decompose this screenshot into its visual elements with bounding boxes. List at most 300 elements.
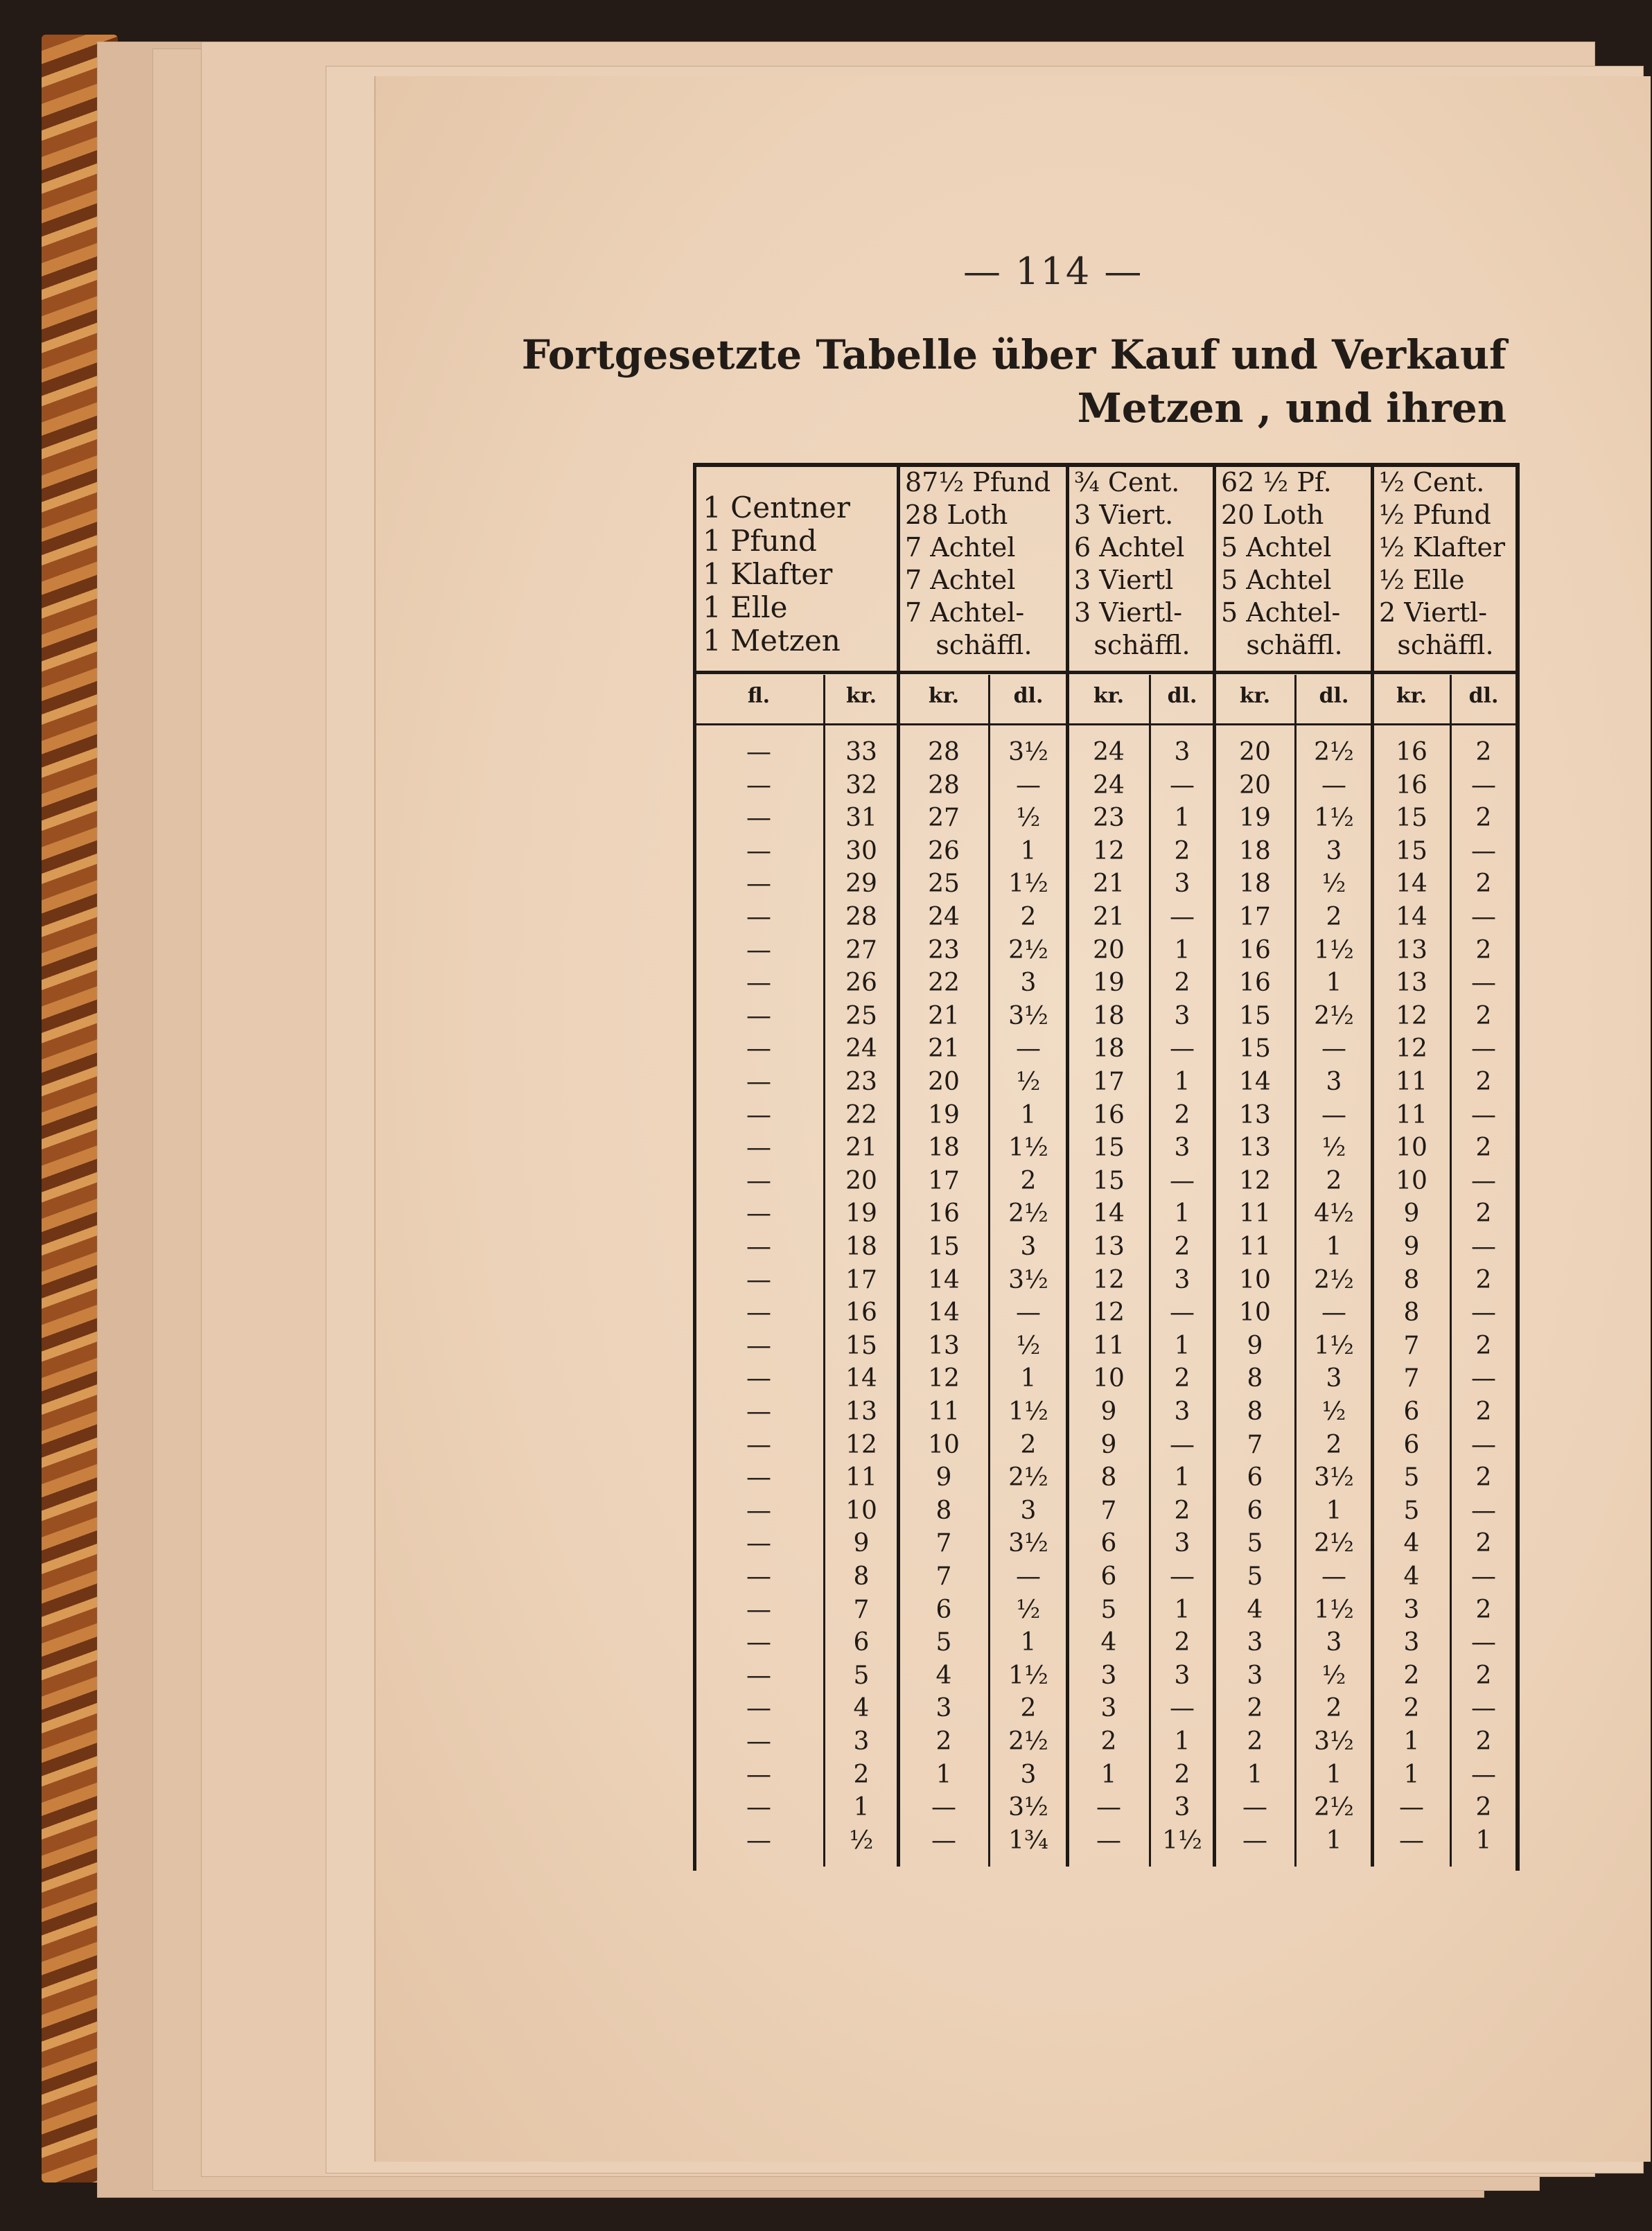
table-cell: 17 [845,1265,877,1294]
table-cell: — [746,1661,771,1690]
table-cell: — [746,804,771,833]
table-cell: — [1170,1694,1195,1723]
table-cell: 15 [1239,1034,1271,1064]
header-group-line: ½ Elle [1379,565,1465,595]
table-cell: 2½ [1314,1793,1354,1822]
table-cell: — [1321,1562,1346,1591]
table-cell: 14 [928,1298,960,1328]
table-cell: 1 [1020,1364,1037,1393]
table-cell: 1½ [1314,1595,1354,1624]
table-cell: 3 [1020,1496,1037,1525]
table-cell: — [746,1826,771,1855]
column-rule [1066,463,1069,1867]
table-cell: 2 [1475,1331,1492,1360]
table-cell: 2½ [1008,1199,1048,1228]
table-cell: 2½ [1008,1727,1048,1756]
table-cell: 9 [1403,1199,1420,1228]
table-cell: 17 [928,1166,960,1195]
table-cell: 23 [1093,804,1125,833]
table-cell: — [746,1134,771,1163]
table-cell: 1½ [1008,1397,1048,1426]
table-cell: 1 [1174,935,1190,964]
table-cell: 19 [928,1100,960,1129]
table-cell: — [931,1793,956,1822]
table-cell: 16 [1239,969,1271,998]
table-cell: 1 [1174,1463,1190,1492]
table-cell: 21 [928,1034,960,1064]
table-cell: 14 [1093,1199,1125,1228]
table-cell: 1 [1403,1760,1420,1789]
table-cell: 3 [1174,1661,1190,1690]
table-cell: 3 [1326,836,1342,865]
table-cell: 19 [1239,804,1271,833]
table-cell: — [746,870,771,899]
header-group-line: 20 Loth [1221,500,1324,530]
table-cell: 2 [1475,1001,1492,1030]
column-subheader: kr. [1093,684,1125,708]
table-cell: 10 [845,1496,877,1525]
table-cell: — [1321,1100,1346,1129]
table-cell: 27 [845,935,877,964]
header-group-line: 7 Achtel [905,565,1016,595]
header-group-line: 5 Achtel [1221,565,1332,595]
table-cell: 26 [928,836,960,865]
table-cell: 2 [1326,1430,1342,1459]
header-group-line: 3 Viertl- [1074,597,1183,628]
table-cell: 6 [1247,1496,1263,1525]
table-cell: 3½ [1008,1793,1048,1822]
table-cell: — [746,903,771,931]
table-cell: — [746,1793,771,1822]
table-cell: — [746,1233,771,1261]
column-subheader: fl. [747,684,771,708]
page-number: — 114 — [963,249,1143,293]
table-cell: 2 [1475,1068,1492,1096]
table-cell: 22 [928,969,960,998]
table-cell: 9 [935,1463,952,1492]
table-cell: — [746,935,771,964]
table-cell: 3 [1174,1793,1190,1822]
table-cell: 3 [1020,1760,1037,1789]
table-cell: — [1096,1826,1121,1855]
table-cell: 2 [1475,1397,1492,1426]
header-group-line: 3 Viertl [1074,565,1174,595]
table-cell: 4 [853,1694,870,1723]
table-cell: 3 [1247,1661,1263,1690]
table-cell: 4 [1403,1562,1420,1591]
header-group-line: 3 Viert. [1074,500,1174,530]
table-cell: 6 [1247,1463,1263,1492]
table-cell: 16 [1239,935,1271,964]
header-group-line: 6 Achtel [1074,532,1185,563]
table-cell: 2 [1475,935,1492,964]
table-cell: 1 [1326,1233,1342,1261]
table-cell: 20 [928,1068,960,1096]
header-group-line: schäffl. [1093,630,1190,660]
table-cell: 2 [1247,1727,1263,1756]
table-cell: 6 [1403,1397,1420,1426]
table-cell: 29 [845,870,877,899]
table-cell: 15 [928,1233,960,1261]
column-subheader: dl. [1167,684,1197,708]
table-cell: — [746,969,771,998]
table-cell: — [1399,1826,1424,1855]
table-cell: 12 [1093,1298,1125,1328]
column-subheader: kr. [928,684,960,708]
table-cell: 2 [1247,1694,1263,1723]
table-cell: 2 [1100,1727,1117,1756]
table-cell: — [1471,836,1496,865]
column-rule [897,463,900,1867]
table-cell: 2 [1326,1166,1342,1195]
price-table [693,463,1516,1869]
table-cell: 1 [1174,804,1190,833]
column-subheader: kr. [845,684,877,708]
table-cell: 6 [1403,1430,1420,1459]
table-cell: 2 [1475,1727,1492,1756]
table-cell: 3 [1020,1233,1037,1261]
table-cell: — [746,738,771,766]
table-cell: — [1471,903,1496,931]
table-cell: 1 [935,1760,952,1789]
table-cell: 2 [1174,1100,1190,1129]
table-cell: 2 [1326,1694,1342,1723]
table-cell: 15 [1396,804,1427,833]
table-cell: 4 [1403,1529,1420,1558]
table-cell: 1 [1174,1199,1190,1228]
table-cell: 11 [1396,1068,1427,1096]
table-cell: — [746,1298,771,1328]
table-cell: 1 [1326,969,1342,998]
table-cell: — [746,1397,771,1426]
table-cell: 14 [1396,903,1427,931]
table-cell: 5 [935,1628,952,1657]
table-cell: 2½ [1008,935,1048,964]
table-cell: — [1170,1166,1195,1195]
table-cell: 4 [935,1661,952,1690]
table-cell: ½ [1321,1397,1346,1426]
table-cell: — [746,1034,771,1064]
table-cell: 25 [845,1001,877,1030]
table-cell: 3½ [1314,1463,1354,1492]
table-cell: 1½ [1008,870,1048,899]
table-cell: ½ [1016,804,1041,833]
table-cell: — [1016,1298,1041,1328]
table-cell: — [1321,1034,1346,1064]
table-cell: 9 [1247,1331,1263,1360]
header-group-line: ¾ Cent. [1074,467,1180,497]
table-cell: 3 [1174,1529,1190,1558]
table-cell: 1½ [1008,1134,1048,1163]
table-cell: — [1471,1100,1496,1129]
table-cell: — [1471,1298,1496,1328]
table-cell: — [1471,1166,1496,1195]
table-cell: — [746,1694,771,1723]
table-cell: 15 [1239,1001,1271,1030]
table-cell: 14 [1396,870,1427,899]
table-cell: 15 [1093,1134,1125,1163]
table-cell: 2 [1475,870,1492,899]
table-cell: 7 [935,1529,952,1558]
table-cell: 10 [1093,1364,1125,1393]
table-cell: 7 [1247,1430,1263,1459]
header-group-line: 2 Viertl- [1379,597,1488,628]
header-group-line: 87½ Pfund [905,467,1051,497]
table-cell: 1 [1174,1727,1190,1756]
table-cell: 20 [1239,770,1271,800]
table-cell: 11 [845,1463,877,1492]
header-group-line: 5 Achtel [1221,532,1332,563]
table-cell: 12 [1239,1166,1271,1195]
table-cell: 1 [1020,1100,1037,1129]
table-cell: 24 [928,903,960,931]
table-cell: — [746,1430,771,1459]
table-cell: 9 [1100,1430,1117,1459]
column-rule [1371,463,1374,1867]
table-cell: — [746,1562,771,1591]
table-cell: 16 [1093,1100,1125,1129]
table-cell: — [1170,1034,1195,1064]
table-cell: 9 [853,1529,870,1558]
table-cell: 1 [1174,1331,1190,1360]
table-cell: 2½ [1314,738,1354,766]
table-cell: 2½ [1314,1001,1354,1030]
table-cell: 4 [1100,1628,1117,1657]
table-cell: 10 [1396,1166,1427,1195]
table-cell: 16 [845,1298,877,1328]
table-cell: 13 [928,1331,960,1360]
table-cell: 7 [1100,1496,1117,1525]
table-cell: 15 [1093,1166,1125,1195]
table-cell: 6 [1100,1529,1117,1558]
table-cell: 26 [845,969,877,998]
table-cell: — [746,1001,771,1030]
table-cell: 1½ [1008,1661,1048,1690]
table-cell: 3 [1174,1265,1190,1294]
table-cell: 1 [1326,1760,1342,1789]
table-cell: 20 [1093,935,1125,964]
table-cell: 3 [1326,1628,1342,1657]
table-cell: 1 [1475,1826,1492,1855]
table-cell: 3 [1174,1134,1190,1163]
table-cell: 8 [1247,1397,1263,1426]
table-cell: 16 [1396,770,1427,800]
table-cell: 2 [1020,1166,1037,1195]
table-cell: 2 [1174,836,1190,865]
table-cell: 3 [1174,870,1190,899]
table-cell: 18 [1093,1034,1125,1064]
table-cell: 2½ [1314,1265,1354,1294]
table-cell: 1¾ [1008,1826,1048,1855]
table-cell: — [746,1166,771,1195]
table-cell: — [1471,969,1496,998]
table-cell: — [1471,1760,1496,1789]
table-cell: 17 [1239,903,1271,931]
table-cell: — [746,1364,771,1393]
table-cell: 2 [1174,1760,1190,1789]
table-cell: — [746,1595,771,1624]
table-cell: 23 [845,1068,877,1096]
table-cell: — [1242,1826,1267,1855]
table-cell: — [1471,1694,1496,1723]
table-cell: 2 [1020,903,1037,931]
table-cell: 12 [1093,836,1125,865]
table-cell: 5 [1403,1463,1420,1492]
table-cell: — [746,1727,771,1756]
table-cell: — [1170,1430,1195,1459]
table-cell: 11 [928,1397,960,1426]
table-cell: 5 [853,1661,870,1690]
table-cell: — [746,1265,771,1294]
table-cell: 17 [1093,1068,1125,1096]
table-cell: 2 [1475,1793,1492,1822]
header-group-line: schäffl. [1397,630,1494,660]
table-cell: 3½ [1008,738,1048,766]
table-cell: 4 [1247,1595,1263,1624]
table-cell: 10 [1239,1298,1271,1328]
table-cell: 2 [1174,969,1190,998]
table-cell: 19 [1093,969,1125,998]
header-group-line: ½ Pfund [1379,500,1491,530]
table-cell: 3 [1020,969,1037,998]
table-cell: 9 [1100,1397,1117,1426]
table-cell: — [746,1496,771,1525]
table-cell: ½ [1321,1134,1346,1163]
table-cell: 1 [1100,1760,1117,1789]
table-cell: — [1170,903,1195,931]
table-cell: 3 [1100,1661,1117,1690]
header-divider [693,671,1516,674]
column-subheader: kr. [1396,684,1427,708]
table-cell: 10 [928,1430,960,1459]
table-cell: 3 [1174,738,1190,766]
table-cell: 8 [1100,1463,1117,1492]
table-cell: 13 [1396,969,1427,998]
table-cell: — [1242,1793,1267,1822]
table-cell: 1½ [1314,935,1354,964]
table-cell: — [1471,1034,1496,1064]
table-cell: — [746,836,771,865]
table-cell: ½ [1321,1661,1346,1690]
table-cell: 8 [1247,1364,1263,1393]
table-cell: — [1471,1628,1496,1657]
table-cell: 28 [928,770,960,800]
table-cell: — [1016,770,1041,800]
table-cell: 2 [1475,738,1492,766]
table-cell: 18 [1093,1001,1125,1030]
column-subheader: kr. [1239,684,1271,708]
table-cell: — [931,1826,956,1855]
table-cell: — [1096,1793,1121,1822]
table-cell: 2 [1403,1694,1420,1723]
table-title: Fortgesetzte Tabelle über Kauf und Verkauf [521,331,1506,378]
table-cell: 12 [845,1430,877,1459]
table-cell: 11 [1396,1100,1427,1129]
table-cell: — [1321,770,1346,800]
table-cell: 1½ [1314,1331,1354,1360]
table-cell: 1 [1020,836,1037,865]
table-cell: — [746,1760,771,1789]
table-cell: 13 [1396,935,1427,964]
table-cell: 23 [928,935,960,964]
table-cell: 5 [1403,1496,1420,1525]
table-cell: 2 [1475,1134,1492,1163]
table-cell: 1 [1326,1826,1342,1855]
table-cell: 21 [1093,903,1125,931]
table-cell: — [1471,1562,1496,1591]
table-cell: — [1471,1496,1496,1525]
header-group-line: 5 Achtel- [1221,597,1341,628]
table-cell: — [1321,1298,1346,1328]
header-group-line: ½ Klafter [1379,532,1506,563]
table-cell: 1 [1326,1496,1342,1525]
table-cell: 1 [1247,1760,1263,1789]
table-cell: 21 [928,1001,960,1030]
table-cell: 5 [1247,1562,1263,1591]
header-unit: 1 Metzen [703,624,841,658]
table-cell: — [1016,1034,1041,1064]
table-cell: 33 [845,738,877,766]
table-cell: 3 [935,1694,952,1723]
table-cell: 2 [1326,903,1342,931]
table-cell: — [1016,1562,1041,1591]
table-cell: 11 [1093,1331,1125,1360]
table-cell: 3 [1174,1397,1190,1426]
table-cell: 12 [1396,1034,1427,1064]
table-cell: — [1170,770,1195,800]
table-cell: 2 [1475,1529,1492,1558]
table-cell: 1 [1403,1727,1420,1756]
table-title-continued: Metzen , und ihren [1077,385,1506,432]
table-cell: 24 [1093,770,1125,800]
table-cell: 19 [845,1199,877,1228]
table-cell: 6 [1100,1562,1117,1591]
header-group-line: schäffl. [1246,630,1343,660]
table-cell: 6 [853,1628,870,1657]
table-cell: 13 [1239,1100,1271,1129]
table-cell: — [746,1331,771,1360]
table-cell: 2 [1475,1661,1492,1690]
table-cell: 2 [1475,804,1492,833]
table-cell: 1½ [1314,804,1354,833]
table-cell: 13 [1093,1233,1125,1261]
table-cell: — [746,1628,771,1657]
table-cell: 2 [1475,1199,1492,1228]
table-cell: — [746,1463,771,1492]
table-cell: — [1399,1793,1424,1822]
table-cell: 7 [1403,1331,1420,1360]
table-cell: 1 [1174,1068,1190,1096]
table-cell: 12 [1396,1001,1427,1030]
table-cell: 3 [1174,1001,1190,1030]
table-cell: 20 [845,1166,877,1195]
table-cell: 2 [1174,1233,1190,1261]
table-cell: ½ [849,1826,874,1855]
table-cell: 18 [1239,870,1271,899]
table-cell: 32 [845,770,877,800]
table-cell: 2 [1020,1430,1037,1459]
table-cell: 3½ [1008,1001,1048,1030]
table-cell: — [746,1068,771,1096]
table-cell: — [746,1529,771,1558]
table-cell: — [746,770,771,800]
table-cell: 8 [935,1496,952,1525]
table-cell: 3 [853,1727,870,1756]
table-cell: 3½ [1008,1529,1048,1558]
header-group-line: schäffl. [935,630,1032,660]
header-group-line: 7 Achtel [905,532,1016,563]
table-cell: 18 [845,1233,877,1261]
